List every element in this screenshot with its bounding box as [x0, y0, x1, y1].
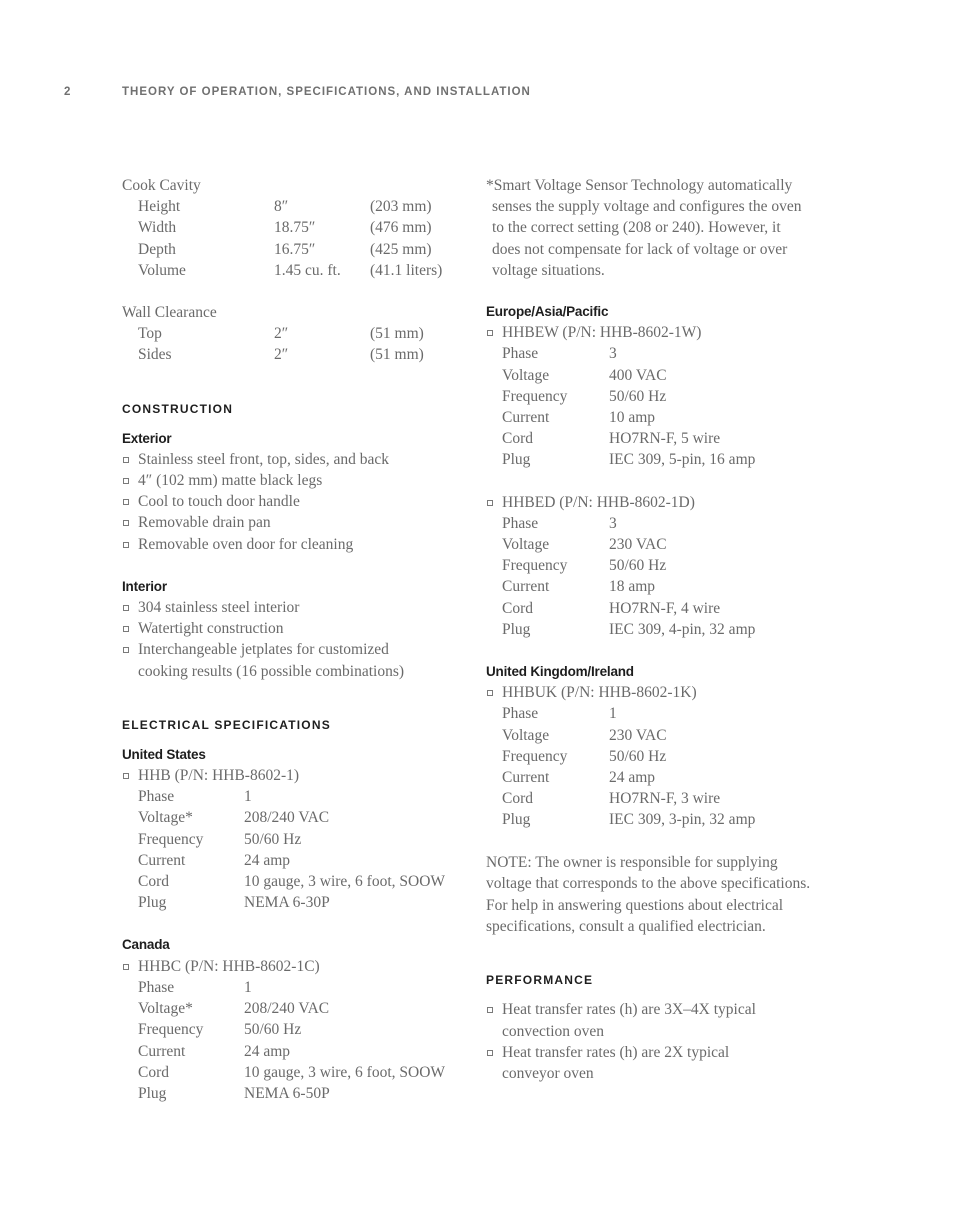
spec-label: Current — [138, 851, 186, 869]
table-row — [486, 365, 755, 386]
table-row — [122, 196, 442, 217]
spec-label: Voltage — [502, 536, 550, 554]
spec-value: NEMA 6-50P — [244, 1084, 330, 1102]
spec-value: 400 VAC — [609, 366, 667, 384]
spec-value: 50/60 Hz — [609, 557, 667, 575]
electrical-heading: ELECTRICAL SPECIFICATIONS — [122, 717, 331, 732]
dimension-imperial: 18.75″ — [274, 219, 316, 237]
spec-value: 208/240 VAC — [244, 1000, 330, 1018]
table-row — [122, 892, 445, 913]
spec-label: Frequency — [502, 387, 568, 405]
spec-label: Current — [138, 1042, 186, 1060]
canada-subheading: Canada — [122, 937, 170, 953]
table-row — [486, 428, 755, 449]
checkbox-bullet-icon — [123, 457, 129, 463]
table-row — [122, 829, 445, 850]
spec-value: 10 gauge, 3 wire, 6 foot, SOOW — [244, 873, 446, 891]
interior-subheading: Interior — [122, 578, 167, 594]
clearance-label: Sides — [138, 346, 172, 364]
table-row — [486, 386, 755, 407]
checkbox-bullet-icon — [123, 964, 129, 970]
exterior-subheading: Exterior — [122, 430, 172, 446]
dimension-label: Depth — [138, 240, 176, 258]
hhbed-spec-table — [486, 513, 755, 640]
table-row — [122, 239, 442, 260]
spec-value: NEMA 6-30P — [244, 894, 330, 912]
construction-heading: CONSTRUCTION — [122, 401, 234, 416]
uk-spec-table — [486, 703, 755, 830]
clearance-label: Top — [138, 325, 162, 343]
list-item: Cool to touch door handle — [122, 491, 472, 512]
table-row — [486, 598, 755, 619]
dimension-metric: (203 mm) — [370, 198, 432, 216]
table-row — [486, 619, 755, 640]
checkbox-bullet-icon — [487, 690, 493, 696]
dimension-metric: (476 mm) — [370, 219, 432, 237]
europe-subheading: Europe/Asia/Pacific — [486, 304, 609, 320]
spec-label: Plug — [502, 811, 531, 829]
spec-label: Cord — [502, 599, 533, 617]
table-row — [122, 344, 424, 365]
uk-subheading: United Kingdom/Ireland — [486, 664, 634, 680]
table-row — [486, 788, 755, 809]
spec-label: Cord — [502, 790, 533, 808]
checkbox-bullet-icon — [123, 605, 129, 611]
footnote-line: voltage situations. — [492, 261, 605, 279]
spec-value: 208/240 VAC — [244, 809, 330, 827]
dimension-metric: (425 mm) — [370, 240, 432, 258]
checkbox-bullet-icon — [487, 330, 493, 336]
table-row — [122, 850, 445, 871]
checkbox-bullet-icon — [487, 1050, 493, 1056]
spec-label: Frequency — [502, 747, 568, 765]
checkbox-bullet-icon — [123, 520, 129, 526]
spec-value: 230 VAC — [609, 726, 667, 744]
spec-label: Current — [502, 409, 550, 427]
dimension-metric: (41.1 liters) — [370, 261, 443, 279]
spec-value: 10 gauge, 3 wire, 6 foot, SOOW — [244, 1063, 446, 1081]
list-item: Heat transfer rates (h) are 3X–4X typical — [486, 999, 846, 1020]
checkbox-bullet-icon — [123, 626, 129, 632]
note-line: For help in answering questions about electrical — [486, 896, 784, 914]
spec-label: Phase — [502, 705, 539, 723]
list-item: Removable drain pan — [122, 512, 472, 533]
table-row — [486, 725, 755, 746]
wall-clearance-title: Wall Clearance — [122, 304, 217, 322]
model-item: HHB (P/N: HHB-8602-1) — [122, 765, 472, 786]
spec-value: IEC 309, 5-pin, 16 amp — [609, 451, 756, 469]
footnote-line: *Smart Voltage Sensor Technology automatically — [486, 177, 793, 194]
dimension-label: Height — [138, 198, 181, 216]
model-item: HHBUK (P/N: HHB-8602-1K) — [486, 682, 846, 703]
table-row — [486, 343, 755, 364]
cook-cavity-table — [122, 196, 442, 281]
spec-label: Current — [502, 769, 550, 787]
owner-note — [486, 852, 846, 938]
table-row — [122, 977, 445, 998]
spec-value: 1 — [244, 978, 252, 996]
list-item-continuation: convection oven — [502, 1022, 605, 1040]
running-title: THEORY OF OPERATION, SPECIFICATIONS, AND INSTALLATION — [122, 86, 531, 98]
table-row — [486, 703, 755, 724]
table-row — [486, 767, 755, 788]
spec-value: 230 VAC — [609, 536, 667, 554]
table-row — [486, 555, 755, 576]
spec-value: HO7RN-F, 4 wire — [609, 599, 721, 617]
spec-value: 24 amp — [244, 851, 291, 869]
spec-label: Plug — [502, 620, 531, 638]
table-row — [486, 809, 755, 830]
spec-value: 18 amp — [609, 578, 656, 596]
model-item: HHBC (P/N: HHB-8602-1C) — [122, 956, 472, 977]
table-row — [486, 534, 755, 555]
spec-label: Phase — [138, 788, 175, 806]
spec-value: 50/60 Hz — [244, 1021, 302, 1039]
dimension-imperial: 1.45 cu. ft. — [274, 261, 341, 279]
note-line: voltage that corresponds to the above specifications. — [486, 875, 811, 893]
checkbox-bullet-icon — [123, 499, 129, 505]
spec-label: Plug — [502, 451, 531, 469]
table-row — [122, 323, 424, 344]
clearance-metric: (51 mm) — [370, 325, 424, 343]
performance-heading: PERFORMANCE — [486, 973, 594, 988]
dimension-label: Width — [138, 219, 177, 237]
dimension-imperial: 16.75″ — [274, 240, 316, 258]
right-column — [486, 175, 846, 1084]
clearance-imperial: 2″ — [274, 325, 289, 343]
spec-value: 24 amp — [244, 1042, 291, 1060]
list-item: Interchangeable jetplates for customized — [122, 639, 472, 660]
spec-value: IEC 309, 4-pin, 32 amp — [609, 620, 756, 638]
spec-label: Cord — [138, 873, 169, 891]
spec-label: Frequency — [138, 1021, 204, 1039]
spec-label: Plug — [138, 894, 167, 912]
spec-label: Frequency — [138, 830, 204, 848]
table-row — [122, 1083, 445, 1104]
table-row — [122, 1019, 445, 1040]
spec-label: Voltage* — [138, 809, 193, 827]
table-row — [486, 746, 755, 767]
voltage-footnote — [486, 175, 846, 281]
table-row — [122, 871, 445, 892]
list-item: 304 stainless steel interior — [122, 597, 472, 618]
list-item-continuation: cooking results (16 possible combinations) — [138, 662, 405, 680]
united-states-subheading: United States — [122, 746, 206, 762]
spec-label: Frequency — [502, 557, 568, 575]
list-item: Heat transfer rates (h) are 2X typical — [486, 1042, 846, 1063]
list-item-continuation: conveyor oven — [502, 1064, 594, 1082]
spec-value: 3 — [609, 514, 617, 532]
spec-value: 1 — [244, 788, 252, 806]
spec-value: IEC 309, 3-pin, 32 amp — [609, 811, 756, 829]
note-line: specifications, consult a qualified electrician. — [486, 917, 766, 935]
clearance-metric: (51 mm) — [370, 346, 424, 364]
model-item: HHBED (P/N: HHB-8602-1D) — [486, 492, 846, 513]
spec-label: Plug — [138, 1084, 167, 1102]
table-row — [122, 1062, 445, 1083]
checkbox-bullet-icon — [487, 1007, 493, 1013]
spec-value: 3 — [609, 345, 617, 363]
spec-value: 10 amp — [609, 409, 656, 427]
list-item: Removable oven door for cleaning — [122, 534, 472, 555]
table-row — [122, 1041, 445, 1062]
checkbox-bullet-icon — [487, 500, 493, 506]
table-row — [122, 786, 445, 807]
spec-value: 1 — [609, 705, 617, 723]
table-row — [486, 449, 755, 470]
spec-label: Voltage* — [138, 1000, 193, 1018]
model-item: HHBEW (P/N: HHB-8602-1W) — [486, 322, 846, 343]
checkbox-bullet-icon — [123, 647, 129, 653]
spec-label: Voltage — [502, 726, 550, 744]
spec-value: HO7RN-F, 5 wire — [609, 430, 721, 448]
table-row — [486, 576, 755, 597]
wall-clearance-table — [122, 323, 424, 365]
spec-label: Voltage — [502, 366, 550, 384]
canada-spec-table — [122, 977, 445, 1104]
table-row — [122, 807, 445, 828]
note-line: NOTE: The owner is responsible for supplying — [486, 853, 778, 871]
footnote-line: does not compensate for lack of voltage or over — [492, 240, 788, 258]
list-item: Stainless steel front, top, sides, and back — [122, 449, 472, 470]
spec-value: 24 amp — [609, 769, 656, 787]
spec-label: Phase — [138, 978, 175, 996]
dimension-imperial: 8″ — [274, 198, 289, 216]
spec-label: Cord — [502, 430, 533, 448]
spec-value: 50/60 Hz — [244, 830, 302, 848]
spec-label: Phase — [502, 514, 539, 532]
table-row — [486, 513, 755, 534]
footnote-line: to the correct setting (208 or 240). However, it — [492, 219, 781, 237]
table-row — [486, 407, 755, 428]
checkbox-bullet-icon — [123, 478, 129, 484]
dimension-label: Volume — [138, 261, 186, 279]
checkbox-bullet-icon — [123, 773, 129, 779]
spec-label: Current — [502, 578, 550, 596]
hhbew-spec-table — [486, 343, 755, 470]
footnote-line: senses the supply voltage and configures the oven — [492, 198, 802, 216]
left-column — [122, 175, 472, 1104]
table-row — [122, 998, 445, 1019]
spec-value: 50/60 Hz — [609, 387, 667, 405]
clearance-imperial: 2″ — [274, 346, 289, 364]
spec-label: Cord — [138, 1063, 169, 1081]
spec-label: Phase — [502, 345, 539, 363]
list-item: 4″ (102 mm) matte black legs — [122, 470, 472, 491]
checkbox-bullet-icon — [123, 542, 129, 548]
page-header — [64, 86, 954, 98]
spec-value: 50/60 Hz — [609, 747, 667, 765]
cook-cavity-title: Cook Cavity — [122, 177, 201, 194]
page-number: 2 — [64, 86, 72, 98]
table-row — [122, 217, 442, 238]
us-spec-table — [122, 786, 445, 913]
table-row — [122, 260, 442, 281]
spec-value: HO7RN-F, 3 wire — [609, 790, 721, 808]
list-item: Watertight construction — [122, 618, 472, 639]
